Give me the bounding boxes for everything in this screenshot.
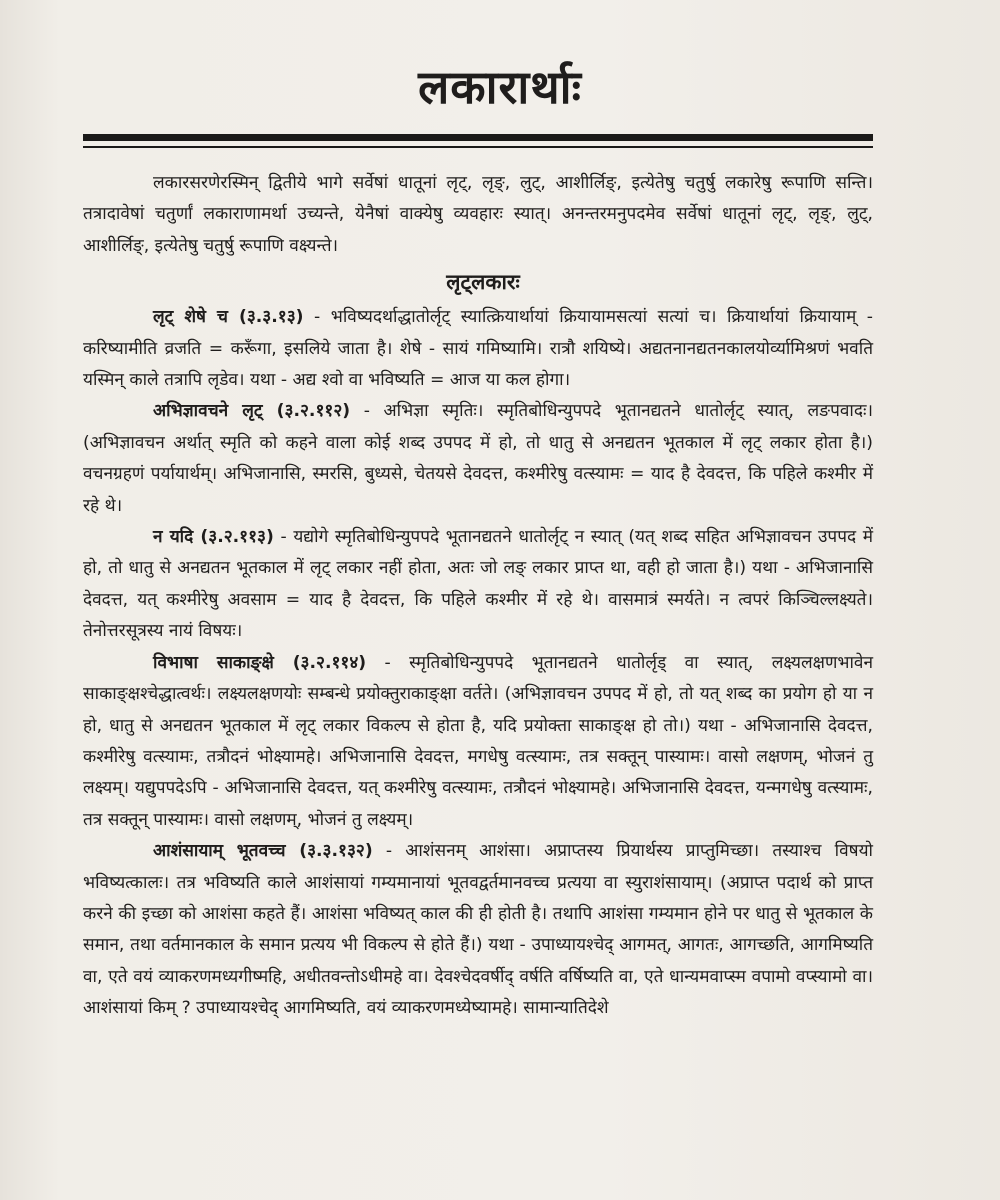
sutra-name: अभिज्ञावचने लृट् (३.२.११२) (153, 401, 351, 422)
sutra-text: - स्मृतिबोधिन्युपपदे भूतानद्यतने धातोर्लृड् वा स्यात्, लक्ष्यलक्षणभावेन साकाङ्क्षश्चेद्धात्वर्थः। लक्ष्यलक्षणयोः सम्बन्धे प्रयोक्तुराकाङ्क्षा वर्तते। (अभिज्ञावचन उपपद में हो, तो यत् शब्द का प्रयोग हो या न हो, धातु से अनद्यतन भूतकाल में लृट् लकार विकल्प से होता है, यदि प्रयोक्ता साकाङ्क्ष हो तो।) यथा - अभिजानासि देवदत्त, कश्मीरेषु वत्स्यामः, तत्रौदनं भोक्ष्यामहे। अभिजानासि देवदत्त, मगधेषु वत्स्यामः, तत्र सक्तून् पास्यामः। वासो लक्षणम्, भोजनं तु लक्ष्यम्। यद्युपपदेऽपि - अभिजानासि देवदत्त, यत् कश्मीरेषु वत्स्यामः, तत्रौदनं भोक्ष्यामहे। अभिजानासि देवदत्त, यन्मगधेषु वत्स्यामः, तत्र सक्तून् पास्यामः। वासो लक्षणम्, भोजनं तु लक्ष्यम्। (83, 652, 873, 830)
rule-paragraph (83, 836, 873, 1024)
sutra-text: - यद्योगे स्मृतिबोधिन्युपपदे भूतानद्यतने धातोर्लृट् न स्यात् (यत् शब्द सहित अभिज्ञावचन उपपद में हो, तो धातु से अनद्यतन भूतकाल में लृट् लकार नहीं होता, अतः जो लङ् लकार प्राप्त था, वही हो जाता है।) यथा - अभिजानासि देवदत्त, यत् कश्मीरेषु अवसाम = याद है देवदत्त, कि पहिले कश्मीर में रहे थे। वासमात्रं स्मर्यते। न त्वपरं किञ्चिल्लक्ष्यते। तेनोत्तरसूत्रस्य नायं विषयः। (83, 527, 873, 642)
intro-paragraph: लकारसरणेरस्मिन् द्वितीये भागे सर्वेषां धातूनां लृट्, लृङ्, लुट्, आशीर्लिङ्, इत्येतेषु चतुर्षु लकारेषु रूपाणि सन्ति। तत्रादावेषां चतुर्णां लकाराणामर्था उच्यन्ते, येनैषां वाक्येषु व्यवहारः स्यात्। अनन्तरमनुपदमेव सर्वेषां धातूनां लृट्, लृङ्, लुट्, आशीर्लिङ्, इत्येतेषु चतुर्षु रूपाणि वक्ष्यन्ते। (83, 173, 873, 256)
sutra-name: न यदि (३.२.११३) (153, 527, 274, 548)
rule-paragraph (83, 396, 873, 522)
title-rule-thin (83, 146, 873, 148)
sutra-name: आशंसायाम् भूतवच्च (३.३.१३२) (153, 841, 373, 862)
title-rule-thick (83, 134, 873, 141)
sutra-text: - अभिज्ञा स्मृतिः। स्मृतिबोधिन्युपपदे भूतानद्यतने धातोर्लृट् स्यात्, लङपवादः। (अभिज्ञावचन अर्थात् स्मृति को कहने वाला कोई शब्द उपपद में हो, तो धातु से अनद्यतन भूतकाल में लृट् लकार होता है।) वचनग्रहणं पर्यायार्थम्। अभिजानासि, स्मरसि, बुध्यसे, चेतयसे देवदत्त, कश्मीरेषु वत्स्यामः = याद है देवदत्त, कि पहिले कश्मीर में रहे थे। (83, 401, 873, 516)
rule-paragraph (83, 522, 873, 648)
rule-paragraph (83, 302, 873, 396)
sutra-text: - भविष्यदर्थाद्धातोर्लृट् स्यात्क्रियार्थायां क्रियायामसत्यां सत्यां च। क्रियार्थायां क्रियायाम् - करिष्यामीति व्रजति = करूँगा, इसलिये जाता है। शेषे - सायं गमिष्यामि। रात्रौ शयिष्ये। अद्यतनानद्यतनकालयोर्व्यामिश्रणं भवति यस्मिन् काले तत्रापि लृडेव। यथा - अद्य श्वो वा भविष्यति = आज या कल होगा। (83, 307, 873, 391)
section-heading: लृट्लकारः (446, 270, 520, 295)
page-content (83, 160, 873, 1025)
sutra-text: - आशंसनम् आशंसा। अप्राप्तस्य प्रियार्थस्य प्राप्तुमिच्छा। तस्याश्च विषयो भविष्यत्कालः। तत्र भविष्यति काले आशंसायां गम्यमानायां भूतवद्वर्तमानवच्च प्रत्यया वा स्युराशंसायाम्। (अप्राप्त पदार्थ को प्राप्त करने की इच्छा को आशंसा कहते हैं। आशंसा भविष्यत् काल की ही होती है। तथापि आशंसा गम्यमान होने पर धातु से भूतकाल के समान, तथा वर्तमानकाल के समान प्रत्यय भी विकल्प से होते हैं।) यथा - उपाध्यायश्चेद् आगमत्, आगतः, आगच्छति, आगमिष्यति वा, एते वयं व्याकरणमध्यगीष्महि, अधीतवन्तोऽधीमहे वा। देवश्चेदवर्षीद् वर्षति वर्षिष्यति वा, एते धान्यमवाप्स्म वपामो वप्स्यामो वा। आशंसायां किम् ? उपाध्यायश्चेद् आगमिष्यति, वयं व्याकरणमध्येष्यामहे। सामान्यातिदेशे (83, 841, 873, 1019)
sutra-name: विभाषा साकाङ्क्षे (३.२.११४) (153, 652, 367, 673)
page-title: लकारार्थाः (418, 60, 582, 114)
sutra-name: लृट् शेषे च (३.३.१३) (153, 307, 304, 328)
rule-paragraph (83, 648, 873, 836)
